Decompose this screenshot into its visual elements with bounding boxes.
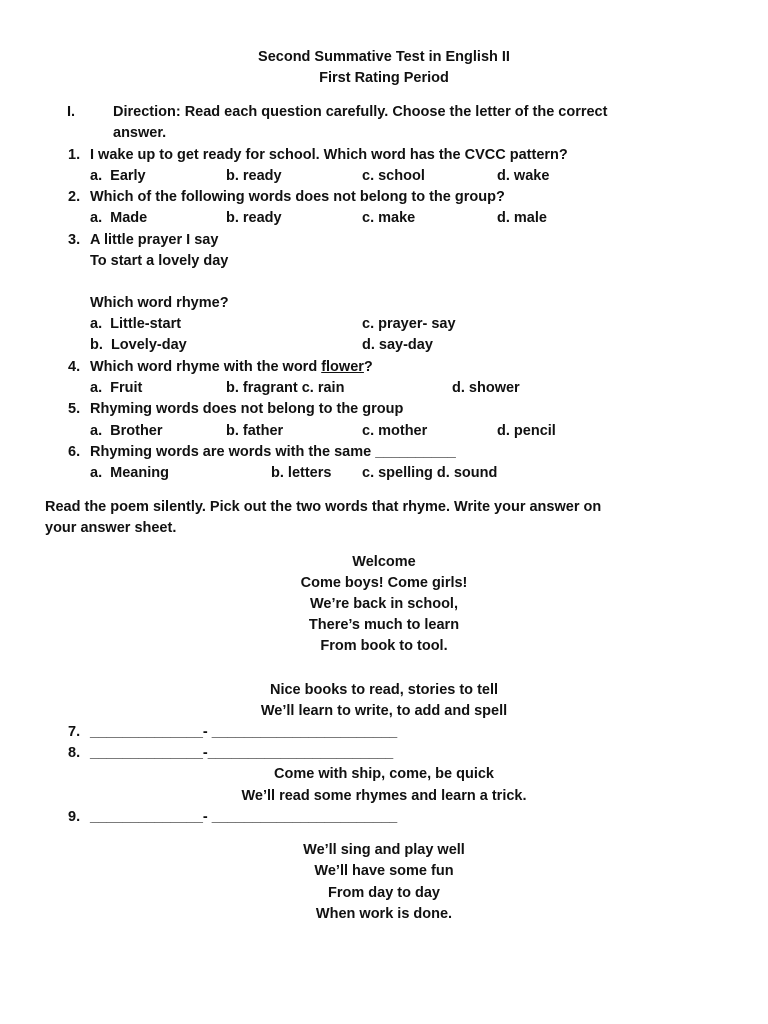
- section-numeral: I.: [67, 104, 76, 120]
- poem-line: We’re back in school,: [309, 596, 458, 612]
- question-text-line-2: To start a lovely day: [90, 253, 229, 269]
- question-number: 4.: [68, 359, 81, 375]
- blank-number: 8.: [68, 745, 81, 761]
- choice-a: a. Meaning: [90, 465, 169, 481]
- question-text: [90, 358, 373, 376]
- choice-c: c. prayer- say: [362, 316, 456, 332]
- question-number: 1.: [68, 147, 81, 163]
- underlined-word: flower: [321, 359, 364, 375]
- poem-line: We’ll learn to write, to add and spell: [260, 703, 508, 719]
- poem-line: When work is done.: [315, 906, 453, 922]
- poem-line: We’ll read some rhymes and learn a trick.: [241, 788, 527, 804]
- choice-d: d. pencil: [497, 423, 556, 439]
- choice-d: d. male: [497, 210, 547, 226]
- poem-line: From day to day: [328, 885, 440, 901]
- poem-instruction-line-1: Read the poem silently. Pick out the two words that rhyme. Write your answer on: [45, 499, 602, 515]
- poem-line: Come boys! Come girls!: [300, 575, 468, 591]
- question-text: Rhyming words are words with the same __________: [90, 444, 456, 460]
- poem-line: We’ll sing and play well: [303, 842, 465, 858]
- poem-title: Welcome: [352, 554, 416, 570]
- question-text-line-1: A little prayer I say: [90, 232, 219, 248]
- direction-line-1: Direction: Read each question carefully. Choose the letter of the correct: [113, 104, 608, 120]
- choice-c: c. school: [362, 168, 425, 184]
- choice-b: b. father: [226, 423, 284, 439]
- choice-b: b. ready: [226, 210, 282, 226]
- answer-blank: ______________- _______________________: [90, 724, 398, 740]
- blank-number: 9.: [68, 809, 81, 825]
- question-text-pre: Which word rhyme with the word: [90, 359, 322, 375]
- choice-d: d. shower: [452, 380, 520, 396]
- choice-c: c. make: [362, 210, 416, 226]
- poem-line: We’ll have some fun: [314, 863, 454, 879]
- choice-b-c: b. fragrant c. rain: [226, 380, 345, 396]
- page-subtitle: First Rating Period: [319, 70, 449, 86]
- choice-a: a. Made: [90, 210, 148, 226]
- poem-line: There’s much to learn: [308, 617, 460, 633]
- choice-a: a. Early: [90, 168, 146, 184]
- poem-line: From book to tool.: [320, 638, 448, 654]
- choice-a: a. Little-start: [90, 316, 182, 332]
- question-text: I wake up to get ready for school. Which word has the CVCC pattern?: [90, 147, 568, 163]
- choice-a: a. Fruit: [90, 380, 143, 396]
- question-number: 3.: [68, 232, 81, 248]
- question-number: 6.: [68, 444, 81, 460]
- question-number: 5.: [68, 401, 81, 417]
- direction-line-2: answer.: [113, 125, 167, 141]
- question-text: Which of the following words does not belong to the group?: [90, 189, 505, 205]
- question-text-post: ?: [363, 359, 373, 375]
- choice-b: b. letters: [271, 465, 332, 481]
- poem-instruction-line-2: your answer sheet.: [45, 520, 177, 536]
- blank-number: 7.: [68, 724, 81, 740]
- answer-blank: ______________- _______________________: [90, 809, 398, 825]
- choice-d: d. say-day: [362, 337, 433, 353]
- choice-b: b. ready: [226, 168, 282, 184]
- choice-c: c. mother: [362, 423, 428, 439]
- page-title: Second Summative Test in English II: [258, 49, 510, 65]
- answer-blank: ______________-_______________________: [90, 745, 394, 761]
- choice-b: b. Lovely-day: [90, 337, 187, 353]
- question-number: 2.: [68, 189, 81, 205]
- choice-a: a. Brother: [90, 423, 163, 439]
- choice-c-d: c. spelling d. sound: [362, 465, 498, 481]
- choice-d: d. wake: [497, 168, 550, 184]
- poem-line: Nice books to read, stories to tell: [269, 682, 499, 698]
- poem-line: Come with ship, come, be quick: [274, 766, 494, 782]
- question-text: Rhyming words does not belong to the group: [90, 401, 404, 417]
- question-prompt: Which word rhyme?: [90, 295, 229, 311]
